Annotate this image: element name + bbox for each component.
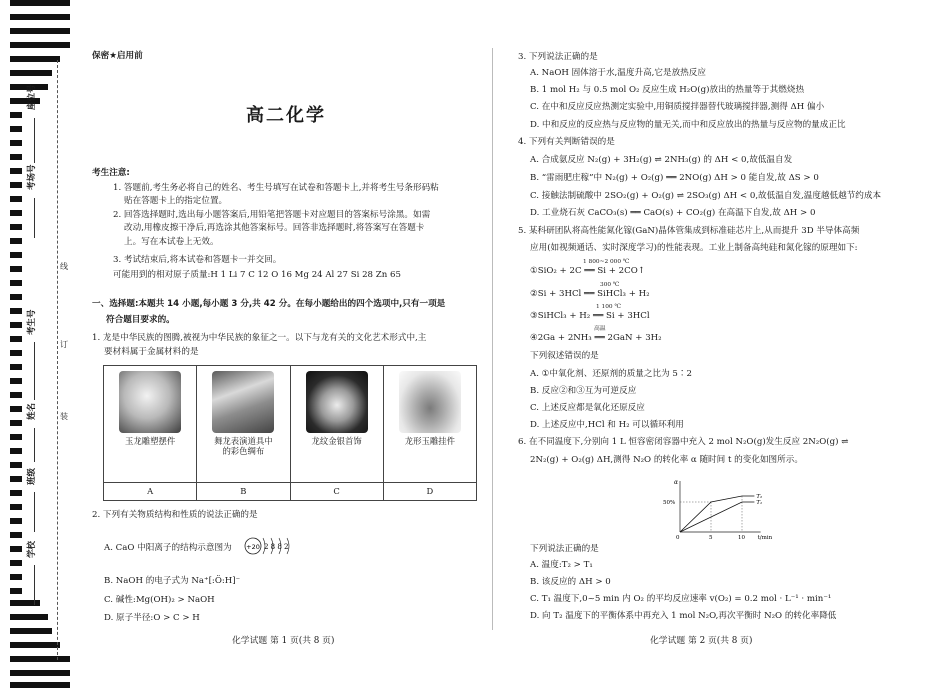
- reaction-4: ④2Ga + 2NH₃ ══ 2GaN + 3H₂: [530, 333, 662, 343]
- room-number-line: [34, 198, 35, 238]
- q1-letter-c: C: [290, 483, 383, 501]
- footer-right: 化学试题 第 2 页(共 8 页): [650, 636, 753, 646]
- jade-pendant-image: [399, 371, 461, 433]
- binding-stripe: [10, 196, 22, 202]
- binding-stripe: [10, 294, 22, 300]
- q6-stem-2: 2N₂(g) + O₂(g) ΔH,测得 N₂O 的转化率 α 随时间 t 的变化如图所示。: [530, 455, 803, 465]
- seal-dashed-line: [57, 60, 58, 660]
- y-axis-label: α: [674, 479, 679, 486]
- q5-option-c: C. 上述反应都是氧化还原反应: [530, 403, 645, 413]
- section-heading: 一、选择题:本题共 14 小题,每小题 3 分,共 42 分。在每小题给出的四个选项中,只有一项是: [92, 299, 446, 309]
- y-tick-label: 50%: [663, 500, 676, 506]
- electron-shells: 2 8 8 2: [264, 543, 289, 551]
- q2-option-d: D. 原子半径:O > C > H: [104, 613, 200, 623]
- binding-stripe: [10, 0, 70, 6]
- binding-stripe: [10, 70, 52, 76]
- q1-caption: 玉龙雕塑摆件: [125, 436, 176, 446]
- notice-heading: 考生注意:: [92, 168, 130, 178]
- r2-condition: 300 ℃: [600, 282, 620, 288]
- x-axis-label: t/min: [757, 535, 773, 540]
- binding-stripe: [10, 560, 22, 566]
- binding-stripe: [10, 336, 22, 342]
- r1-condition: 1 800~2 000 ℃: [583, 259, 630, 265]
- binding-stripe: [10, 126, 22, 132]
- binding-stripe: [10, 490, 22, 496]
- q5-option-b: B. 反应②和③互为可逆反应: [530, 386, 637, 396]
- binding-stripe: [10, 546, 22, 552]
- nucleus-charge: +20: [246, 543, 260, 551]
- binding-stripe: [10, 670, 70, 676]
- seal-mark-bind: 订: [60, 340, 68, 349]
- binding-stripe: [10, 518, 22, 524]
- x-tick-label: 10: [738, 535, 745, 540]
- notice-item: 3. 考试结束后,将本试卷和答题卡一并交回。: [113, 255, 282, 265]
- footer-left: 化学试题 第 1 页(共 8 页): [232, 636, 335, 646]
- binding-stripe: [10, 154, 22, 160]
- q3-option-d: D. 中和反应的反应热与反应物的量无关,而中和反应放出的热量与反应物的量成正比: [530, 120, 846, 130]
- binding-stripe: [10, 56, 60, 62]
- binding-stripe: [10, 350, 22, 356]
- notice-item: 2. 回答选择题时,选出每小题答案后,用铅笔把答题卡对应题目的答案标号涂黑。如需: [113, 210, 431, 220]
- binding-stripe: [10, 28, 70, 34]
- name-line: [34, 428, 35, 462]
- binding-stripe: [10, 392, 22, 398]
- q4-option-b: B. “雷雨肥庄稼”中 N₂(g) + O₂(g) ══ 2NO(g) ΔH > 0 能自发,故 ΔS > 0: [530, 173, 819, 183]
- q3-option-c: C. 在中和反应反应热测定实验中,用铜质搅拌器替代玻璃搅拌器,测得 ΔH 偏小: [530, 102, 825, 112]
- q1-cell-d: [383, 366, 476, 483]
- binding-stripe: [10, 364, 22, 370]
- r4-condition: 高温: [594, 326, 606, 332]
- q5-stem: 5. 某科研团队将高性能氮化镓(GaN)晶体管集成到标准硅芯片上,从而提升 3D 半导体高频: [518, 226, 860, 236]
- conversion-rate-chart: [655, 478, 785, 540]
- q1-letter-a: A: [104, 483, 197, 501]
- binding-stripe: [10, 266, 22, 272]
- q1-caption: 龙纹金银首饰: [311, 436, 362, 446]
- binding-stripe: [10, 224, 22, 230]
- binding-stripe: [10, 448, 22, 454]
- q5-stem-2: 应用(如视频通话、实时深度学习)的性能表现。工业上制备高纯硅和氮化镓的原理如下:: [530, 243, 858, 253]
- q3-option-b: B. 1 mol H₂ 与 0.5 mol O₂ 反应生成 H₂O(g)放出的热量等于其燃烧热: [530, 85, 805, 95]
- q5-option-a: A. ①中氧化剂、还原剂的质量之比为 5∶2: [530, 369, 692, 379]
- q1-caption-2: 的彩色绸布: [222, 445, 265, 456]
- dragon-dance-image: [212, 371, 274, 433]
- binding-stripe: [10, 322, 22, 328]
- seal-mark-pack: 装: [60, 412, 68, 421]
- student-number-line: [34, 342, 35, 400]
- binding-stripe: [10, 280, 22, 286]
- q3-stem: 3. 下列说法正确的是: [518, 52, 598, 62]
- binding-stripe: [10, 42, 70, 48]
- binding-stripe: [10, 112, 22, 118]
- q6-stem: 6. 在不同温度下,分别向 1 L 恒容密闭容器中充入 2 mol N₂O(g)发生反应 2N₂O(g) ⇌: [518, 437, 849, 447]
- notice-item: 1. 答题前,考生务必将自己的姓名、考生号填写在试卷和答题卡上,并将考生号条形码粘: [113, 183, 439, 193]
- binding-stripe: [10, 182, 22, 188]
- atomic-masses: 可能用到的相对原子质量:H 1 Li 7 C 12 O 16 Mg 24 Al 27 Si 28 Zn 65: [113, 270, 401, 280]
- jade-dragon-sculpture-image: [119, 371, 181, 433]
- binding-stripe: [10, 504, 22, 510]
- binding-stripe: [10, 614, 48, 620]
- binding-stripe: [10, 420, 22, 426]
- q6-option-b: B. 该反应的 ΔH > 0: [530, 577, 611, 587]
- q1-letter-d: D: [383, 483, 476, 501]
- q6-option-c: C. T₁ 温度下,0~5 min 内 O₂ 的平均反应速率 v(O₂) = 0.2 mol · L⁻¹ · min⁻¹: [530, 594, 832, 604]
- student-number-label: 考生号: [27, 309, 37, 335]
- q2-option-a: A. CaO 中阳离子的结构示意图为: [104, 543, 232, 553]
- binding-stripe: [10, 682, 70, 688]
- series-line-t1: [680, 502, 754, 532]
- room-number-label: 考场号: [27, 164, 37, 190]
- r3-condition: 1 100 ℃: [596, 304, 621, 310]
- page-title: 高二化学: [246, 105, 326, 126]
- binding-stripe: [10, 656, 70, 662]
- q4-stem: 4. 下列有关判断错误的是: [518, 137, 615, 147]
- calcium-ion-structure-diagram: [244, 533, 304, 559]
- q1-cell-b: [197, 366, 290, 483]
- binding-stripe: [10, 532, 22, 538]
- q1-options-table: [103, 365, 477, 501]
- q6-option-a: A. 温度:T₂ > T₁: [530, 560, 593, 570]
- reaction-3: ③SiHCl₃ + H₂ ══ Si + 3HCl: [530, 311, 650, 321]
- school-line: [34, 565, 35, 605]
- binding-stripe: [10, 574, 22, 580]
- binding-stripe: [10, 642, 60, 648]
- q4-option-d: D. 工业烧石灰 CaCO₃(s) ══ CaO(s) + CO₂(g) 在高温下自发,故 ΔH > 0: [530, 208, 816, 218]
- school-label: 学校: [27, 540, 37, 558]
- q1-caption: 龙形玉雕挂件: [404, 436, 455, 446]
- binding-stripe: [10, 140, 22, 146]
- q2-option-b: B. NaOH 的电子式为 Na⁺[:Ö:H]⁻: [104, 576, 241, 586]
- q1-stem-2: 要材料属于金属材料的是: [104, 347, 199, 357]
- seal-mark-line: 线: [60, 262, 68, 271]
- reaction-1: ①SiO₂ + 2C ══ Si + 2CO↑: [530, 266, 645, 276]
- seat-number-label: 座位号: [27, 84, 37, 110]
- notice-item: 改动,用橡皮擦干净后,再选涂其他答案标号。回答非选择题时,将答案写在答题卡: [124, 223, 425, 233]
- binding-stripe: [10, 14, 70, 20]
- binding-stripe: [10, 238, 22, 244]
- q4-option-a: A. 合成氨反应 N₂(g) + 3H₂(g) ⇌ 2NH₃(g) 的 ΔH < 0,故低温自发: [530, 155, 793, 165]
- q6-sub: 下列说法正确的是: [530, 544, 599, 554]
- binding-stripe: [10, 252, 22, 258]
- notice-item: 上。写在本试卷上无效。: [124, 237, 219, 247]
- binding-stripe: [10, 476, 22, 482]
- q4-option-c: C. 接触法制硫酸中 2SO₂(g) + O₂(g) ⇌ 2SO₃(g) ΔH < 0,故低温自发,温度越低越节约成本: [530, 191, 882, 201]
- class-label: 班级: [27, 467, 37, 485]
- binding-stripe: [10, 588, 22, 594]
- binding-stripe: [10, 378, 22, 384]
- binding-stripe: [10, 168, 22, 174]
- q1-letter-b: B: [197, 483, 290, 501]
- binding-stripe: [10, 406, 22, 412]
- series-label: T₁: [756, 500, 763, 506]
- section-heading-2: 符合题目要求的。: [106, 315, 175, 325]
- binding-stripe: [10, 600, 40, 606]
- q5-option-d: D. 上述反应中,HCl 和 H₂ 可以循环利用: [530, 420, 684, 430]
- q1-stem: 1. 龙是中华民族的图腾,被视为中华民族的象征之一。以下与龙有关的文化艺术形式中,主: [92, 333, 427, 343]
- binding-stripe: [10, 434, 22, 440]
- seat-number-line: [34, 118, 35, 163]
- q1-caption: 舞龙表演道具中: [214, 436, 273, 446]
- q3-option-a: A. NaOH 固体溶于水,温度升高,它是放热反应: [530, 68, 706, 78]
- class-line: [34, 492, 35, 532]
- x-tick-label: 5: [709, 535, 713, 540]
- x-tick-label: 0: [676, 535, 680, 540]
- confidential-mark: 保密★启用前: [92, 51, 143, 61]
- notice-item: 贴在答题卡上的指定位置。: [124, 196, 228, 206]
- binding-stripe: [10, 210, 22, 216]
- name-label: 姓名: [27, 402, 37, 420]
- q1-cell-a: [104, 366, 197, 483]
- dragon-ring-image: [306, 371, 368, 433]
- q5-sub: 下列叙述错误的是: [530, 351, 599, 361]
- q6-option-d: D. 向 T₂ 温度下的平衡体系中再充入 1 mol N₂O,再次平衡时 N₂O 的转化率降低: [530, 611, 837, 621]
- q2-stem: 2. 下列有关物质结构和性质的说法正确的是: [92, 510, 258, 520]
- q2-option-c: C. 碱性:Mg(OH)₂ > NaOH: [104, 595, 215, 605]
- column-divider: [492, 48, 493, 630]
- binding-stripe: [10, 628, 52, 634]
- reaction-2: ②Si + 3HCl ══ SiHCl₃ + H₂: [530, 289, 650, 299]
- binding-stripe: [10, 462, 22, 468]
- q1-cell-c: [290, 366, 383, 483]
- series-label: T₂: [756, 494, 763, 500]
- binding-stripe: [10, 308, 22, 314]
